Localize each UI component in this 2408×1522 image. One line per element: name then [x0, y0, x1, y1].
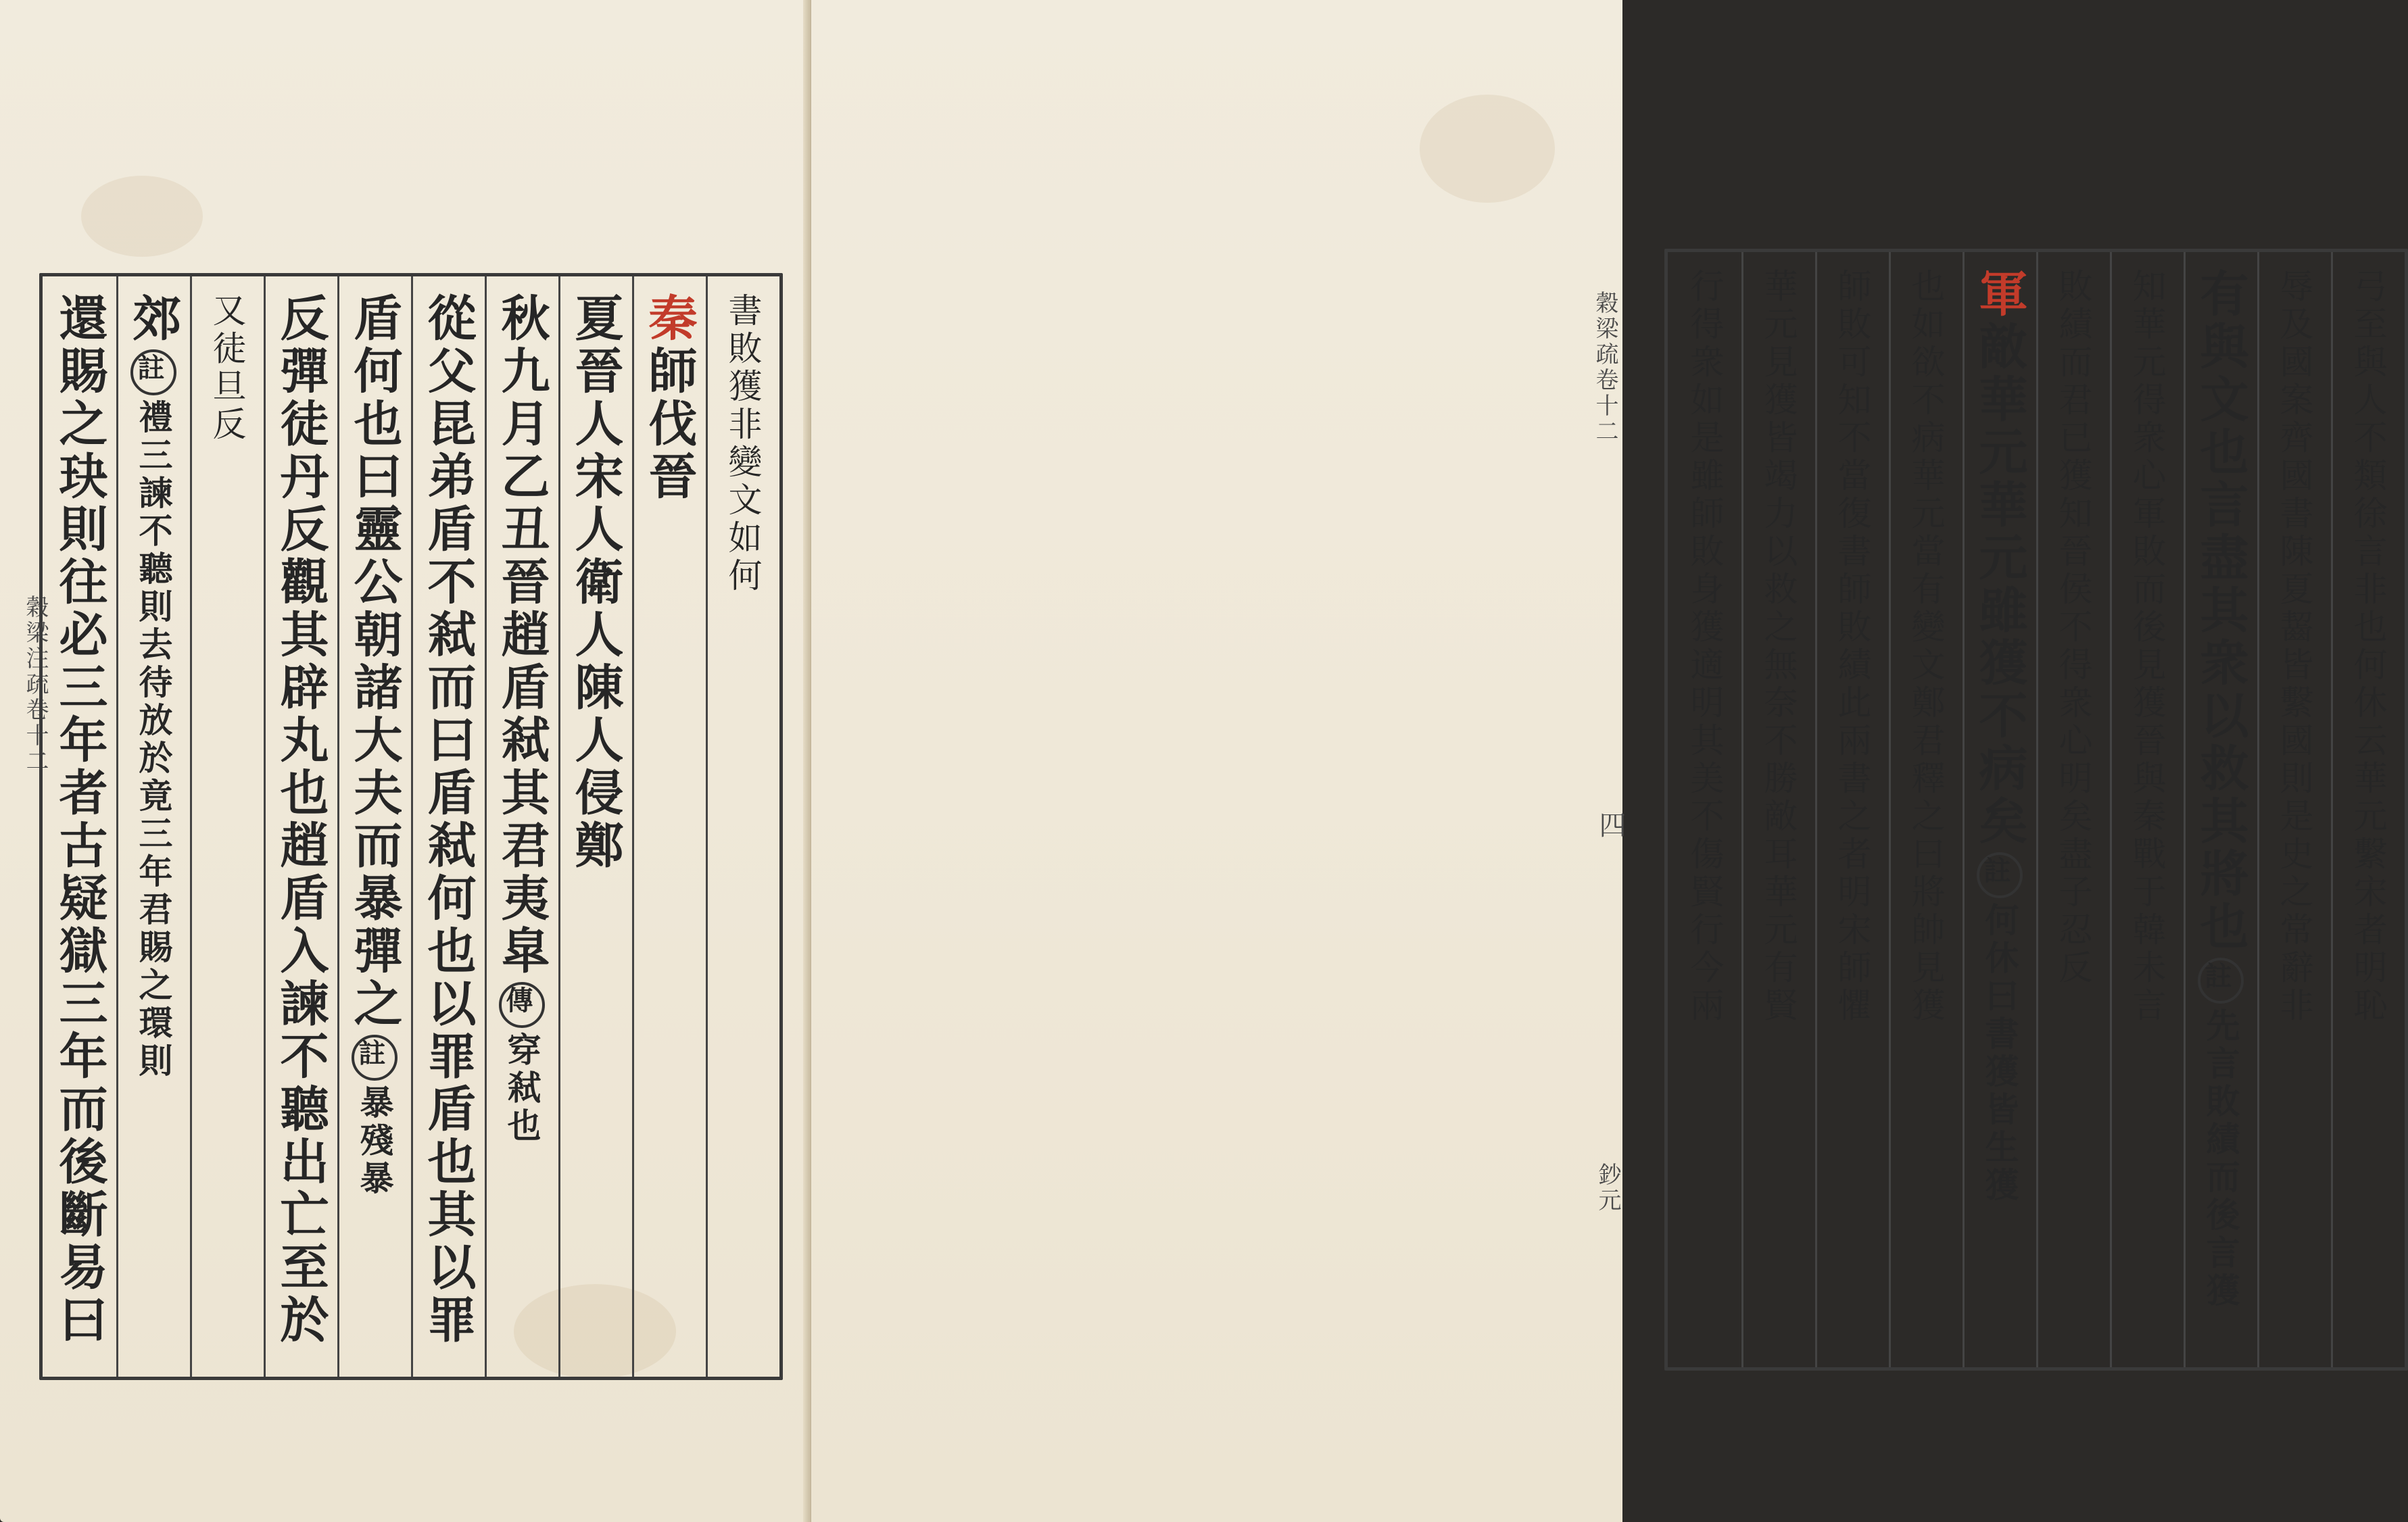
- commentary-seal: 註: [1977, 852, 2023, 898]
- text-column: [1833, 268, 1871, 1025]
- commentary-text: 盡子忍反: [2053, 836, 2093, 987]
- commentary-text: 暴殘暴: [354, 1085, 395, 1198]
- column-rule: [485, 276, 487, 1377]
- right-margin-note: 鈔元: [1594, 1162, 1621, 1214]
- column-rule: [190, 276, 192, 1377]
- column-text: 敵華元華元雖獲不病矣: [1971, 321, 2029, 848]
- text-column: [124, 293, 183, 1081]
- foxing-stain: [81, 176, 203, 257]
- column-rule: [1741, 252, 1743, 1367]
- column-text: 盾何也曰靈公朝諸大夫而暴彈之: [345, 293, 404, 1031]
- column-text: 書敗獲非變文如何: [723, 293, 763, 595]
- commentary-seal: 註: [2198, 958, 2244, 1004]
- column-rule: [706, 276, 708, 1377]
- column-rule: [1815, 252, 1817, 1367]
- column-text: 郊: [124, 293, 183, 345]
- column-text: 辱及國案齊國書陳夏齧皆繫國則是史之常辭非: [2274, 268, 2314, 1025]
- commentary-text: 禮三諫不聽則去待放於竟三年君賜之環則: [133, 399, 174, 1081]
- text-column: [642, 293, 696, 504]
- column-text: 華元見獲皆竭力以救之無奈不勝敵耳華元有賢: [1758, 268, 1798, 1025]
- commentary-seal: 傳: [499, 982, 545, 1028]
- column-rule: [264, 276, 266, 1377]
- page-number: 四: [1595, 811, 1626, 841]
- right-text-frame: [1664, 249, 2408, 1371]
- text-column: [2349, 268, 2387, 1025]
- text-column: [1760, 268, 1798, 1025]
- column-text: 秋九月乙丑晉趙盾弒其君夷皐: [493, 293, 551, 978]
- column-rule: [337, 276, 339, 1377]
- foxing-stain: [1420, 95, 1555, 203]
- commentary-seal: 註: [352, 1035, 398, 1081]
- right-page: [811, 0, 2388, 1522]
- commentary-seal: 註: [130, 349, 176, 395]
- text-column: [495, 293, 549, 1146]
- column-rule: [1962, 252, 1965, 1367]
- column-rule: [2110, 252, 2112, 1367]
- text-column: [347, 293, 402, 1198]
- column-rule: [116, 276, 118, 1377]
- column-rule: [2331, 252, 2333, 1367]
- commentary-text: 何休曰書獲皆生獲: [1979, 902, 2020, 1205]
- red-annotation-char: 軍: [1971, 268, 2029, 321]
- column-rule: [1889, 252, 1891, 1367]
- commentary-text: 先言敗績而後言獲: [2200, 1008, 2241, 1310]
- text-column: [2275, 268, 2313, 1025]
- text-column: [569, 293, 623, 873]
- column-rule: [411, 276, 413, 1377]
- column-rule: [632, 276, 634, 1377]
- column-text: 師敗可知不當復書師敗績此兩書之者明宋師懼: [1832, 268, 1872, 1025]
- text-column: [2194, 268, 2248, 1310]
- red-annotation-char: 秦: [640, 293, 698, 345]
- text-column: [2128, 268, 2166, 1025]
- column-text: 夏晉人宋人衛人陳人侵鄭: [567, 293, 625, 873]
- text-column: [421, 293, 475, 1347]
- left-text-frame: [39, 273, 783, 1380]
- column-text: 反彈徒丹反觀其辟丸也趙盾入諫不聽出亡至於: [272, 293, 330, 1347]
- column-text: 又徒旦反: [207, 293, 247, 444]
- text-column: [1973, 268, 2027, 1205]
- column-text: 有與文也言盡其衆以救其將也: [2192, 268, 2250, 954]
- column-rule: [2184, 252, 2186, 1367]
- column-text: 師伐晉: [640, 345, 698, 504]
- left-margin-title: 穀梁注疏卷十二: [22, 595, 49, 775]
- commentary-text: 穿弒也: [502, 1032, 542, 1146]
- column-text: 敗績而君已獲知晉侯不得衆心明矣: [2053, 268, 2093, 836]
- left-page: [0, 0, 811, 1522]
- text-column: [1907, 268, 1945, 1025]
- column-text: 弓至與人不類徐言非也何休云華元繫宋者明恥: [2348, 268, 2388, 1025]
- column-text: 知華元得衆心軍敗而後見獲晉與秦戰于韓未言: [2127, 268, 2167, 1025]
- column-rule: [2036, 252, 2038, 1367]
- column-rule: [2257, 252, 2259, 1367]
- text-column: [53, 293, 107, 1347]
- column-text: 還賜之玦則往必三年者古疑獄三年而後斷易曰: [51, 293, 109, 1347]
- column-rule: [558, 276, 560, 1377]
- text-column: [208, 293, 246, 444]
- text-column: [724, 293, 762, 595]
- column-text: 也如欲不病華元當有變文鄭君釋之曰將帥見獲: [1906, 268, 1946, 1025]
- text-column: [1686, 268, 1724, 1025]
- text-column: [2054, 268, 2092, 987]
- right-margin-header: 穀梁疏卷十二: [1591, 291, 1618, 445]
- column-text: 從父昆弟盾不弒而曰盾弒何也以罪盾也其以罪: [419, 293, 477, 1347]
- text-column: [274, 293, 328, 1347]
- column-text: 行得衆如是雖師敗身獲適明其美不傷賢行今兩: [1685, 268, 1725, 1025]
